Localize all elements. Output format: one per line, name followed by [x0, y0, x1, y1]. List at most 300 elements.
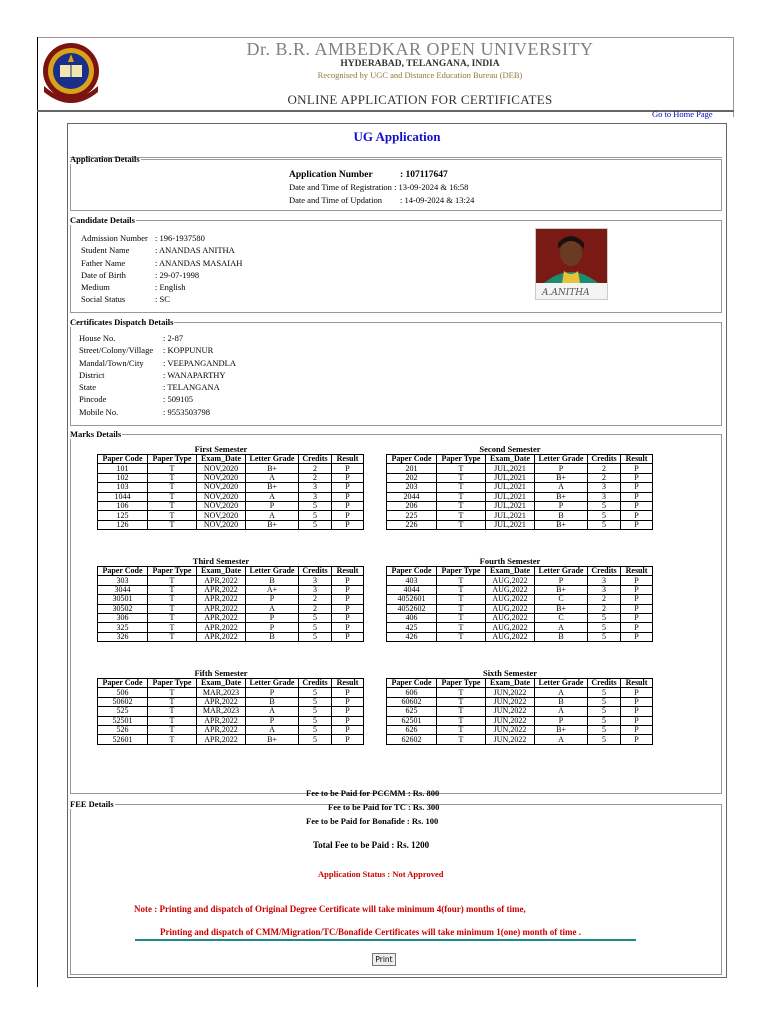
- table-row: [387, 576, 653, 585]
- table-cell: NOV,2020: [197, 501, 246, 510]
- table-cell: P: [621, 464, 653, 473]
- table-cell: P: [621, 613, 653, 622]
- table-cell: B+: [246, 464, 299, 473]
- table-cell: 62501: [387, 716, 437, 725]
- table-cell: T: [148, 520, 197, 529]
- table-cell: P: [621, 707, 653, 716]
- candidate-field-label: Medium: [81, 282, 110, 293]
- fee-bonafide: Fee to be Paid for Bonafide : Rs. 100: [306, 816, 439, 826]
- table-cell: 30502: [98, 604, 148, 613]
- table-cell: 4052601: [387, 595, 437, 604]
- table-cell: JUN,2022: [486, 697, 535, 706]
- table-cell: 2044: [387, 492, 437, 501]
- table-row: [98, 604, 364, 613]
- column-header: Exam_Date: [197, 455, 246, 464]
- table-cell: P: [332, 613, 364, 622]
- column-header: Paper Code: [98, 679, 148, 688]
- table-cell: P: [621, 735, 653, 744]
- table-cell: T: [437, 576, 486, 585]
- table-cell: A: [535, 483, 588, 492]
- column-header: Letter Grade: [246, 679, 299, 688]
- table-cell: 5: [299, 511, 332, 520]
- header-divider: [37, 110, 734, 112]
- university-recognition: Recognised by UGC and Distance Education Bureau (DEB): [317, 70, 523, 80]
- table-row: [98, 492, 364, 501]
- table-header-row: [98, 679, 364, 688]
- table-cell: P: [621, 585, 653, 594]
- application-container: [67, 123, 727, 978]
- table-cell: 5: [588, 501, 621, 510]
- table-cell: A: [246, 473, 299, 482]
- table-cell: T: [148, 707, 197, 716]
- table-cell: P: [621, 511, 653, 520]
- table-cell: T: [148, 492, 197, 501]
- column-header: Exam_Date: [486, 567, 535, 576]
- table-cell: P: [332, 464, 364, 473]
- application-title: UG Application: [353, 129, 441, 144]
- table-cell: T: [437, 735, 486, 744]
- university-logo-icon: [38, 40, 104, 106]
- table-cell: P: [332, 697, 364, 706]
- table-cell: P: [332, 483, 364, 492]
- fee-total: Total Fee to be Paid : Rs. 1200: [313, 840, 430, 850]
- table-cell: 426: [387, 632, 437, 641]
- table-cell: JUL,2021: [486, 492, 535, 501]
- section-legend: Application Details: [70, 154, 140, 164]
- candidate-field-label: Social Status: [81, 294, 126, 305]
- table-cell: P: [621, 501, 653, 510]
- table-cell: P: [246, 688, 299, 697]
- marks-table: [97, 678, 364, 745]
- dispatch-field-value: : KOPPUNUR: [163, 345, 214, 356]
- table-row: [387, 688, 653, 697]
- table-cell: 5: [588, 623, 621, 632]
- table-cell: 3: [299, 576, 332, 585]
- table-cell: P: [332, 585, 364, 594]
- column-header: Paper Code: [98, 567, 148, 576]
- university-name: Dr. B.R. AMBEDKAR OPEN UNIVERSITY: [246, 39, 594, 59]
- dispatch-field-label: District: [79, 369, 105, 380]
- table-cell: A: [535, 735, 588, 744]
- home-page-link[interactable]: Go to Home Page: [652, 109, 713, 119]
- table-cell: T: [437, 623, 486, 632]
- column-header: Paper Code: [387, 567, 437, 576]
- application-status: Application Status : Not Approved: [318, 869, 444, 879]
- table-cell: P: [246, 501, 299, 510]
- column-header: Paper Type: [148, 455, 197, 464]
- table-cell: 2: [299, 464, 332, 473]
- marks-table: [97, 454, 364, 530]
- table-cell: T: [437, 585, 486, 594]
- table-row: [98, 501, 364, 510]
- table-cell: P: [246, 595, 299, 604]
- table-cell: 2: [299, 604, 332, 613]
- table-cell: AUG,2022: [486, 595, 535, 604]
- table-cell: T: [148, 725, 197, 734]
- table-cell: 106: [98, 501, 148, 510]
- table-row: [387, 623, 653, 632]
- table-cell: P: [332, 707, 364, 716]
- dispatch-field-value: : VEEPANGANDLA: [163, 357, 236, 368]
- table-cell: 3: [299, 483, 332, 492]
- dispatch-details-block: [79, 332, 236, 418]
- table-cell: 3: [299, 492, 332, 501]
- table-cell: 5: [588, 632, 621, 641]
- column-header: Result: [332, 567, 364, 576]
- table-cell: 30501: [98, 595, 148, 604]
- table-cell: T: [437, 688, 486, 697]
- table-cell: 202: [387, 473, 437, 482]
- candidate-field-label: Student Name: [81, 245, 130, 256]
- table-row: [98, 688, 364, 697]
- table-row: [387, 473, 653, 482]
- table-cell: 5: [299, 501, 332, 510]
- table-cell: P: [535, 576, 588, 585]
- table-cell: P: [332, 688, 364, 697]
- table-cell: P: [332, 520, 364, 529]
- table-row: [98, 585, 364, 594]
- table-header-row: [387, 679, 653, 688]
- table-cell: P: [621, 623, 653, 632]
- table-cell: T: [437, 520, 486, 529]
- table-cell: T: [148, 716, 197, 725]
- print-button[interactable]: Print: [372, 953, 396, 966]
- table-cell: B+: [535, 520, 588, 529]
- table-row: [98, 725, 364, 734]
- table-row: [98, 716, 364, 725]
- table-row: [387, 697, 653, 706]
- table-cell: JUL,2021: [486, 473, 535, 482]
- table-cell: 5: [588, 707, 621, 716]
- table-cell: A: [246, 707, 299, 716]
- table-cell: NOV,2020: [197, 520, 246, 529]
- fee-pccmm: Fee to be Paid for PCCMM : Rs. 800: [306, 788, 440, 798]
- table-cell: 5: [588, 735, 621, 744]
- table-cell: APR,2022: [197, 576, 246, 585]
- column-header: Paper Code: [387, 455, 437, 464]
- column-header: Paper Type: [437, 567, 486, 576]
- dispatch-field-value: : 509105: [163, 394, 193, 405]
- table-cell: B: [246, 576, 299, 585]
- table-cell: A: [246, 511, 299, 520]
- table-cell: APR,2022: [197, 735, 246, 744]
- column-header: Exam_Date: [486, 455, 535, 464]
- table-cell: APR,2022: [197, 716, 246, 725]
- table-cell: 626: [387, 725, 437, 734]
- table-cell: B: [246, 632, 299, 641]
- table-cell: 525: [98, 707, 148, 716]
- table-cell: P: [332, 473, 364, 482]
- table-cell: 625: [387, 707, 437, 716]
- table-cell: P: [332, 725, 364, 734]
- table-cell: APR,2022: [197, 585, 246, 594]
- column-header: Credits: [299, 455, 332, 464]
- table-cell: T: [148, 623, 197, 632]
- table-cell: 5: [299, 613, 332, 622]
- table-row: [387, 483, 653, 492]
- table-row: [98, 520, 364, 529]
- table-cell: 5: [588, 520, 621, 529]
- table-cell: 50602: [98, 697, 148, 706]
- table-cell: B: [535, 511, 588, 520]
- fee-tc: Fee to be Paid for TC : Rs. 300: [328, 802, 440, 812]
- registration-datetime-label: Date and Time of Registration: [289, 182, 392, 193]
- table-row: [387, 725, 653, 734]
- table-row: [98, 707, 364, 716]
- table-cell: T: [437, 604, 486, 613]
- table-cell: 326: [98, 632, 148, 641]
- table-cell: T: [437, 501, 486, 510]
- table-cell: P: [332, 511, 364, 520]
- table-cell: T: [148, 473, 197, 482]
- table-cell: AUG,2022: [486, 604, 535, 613]
- table-row: [387, 707, 653, 716]
- table-cell: JUN,2022: [486, 725, 535, 734]
- table-cell: JUN,2022: [486, 707, 535, 716]
- table-cell: A: [246, 725, 299, 734]
- table-cell: JUL,2021: [486, 501, 535, 510]
- table-cell: APR,2022: [197, 725, 246, 734]
- table-cell: T: [437, 511, 486, 520]
- column-header: Paper Type: [437, 679, 486, 688]
- marks-table: [97, 566, 364, 642]
- table-cell: T: [148, 604, 197, 613]
- table-cell: 3: [588, 585, 621, 594]
- table-cell: 2: [588, 595, 621, 604]
- table-cell: 52601: [98, 735, 148, 744]
- table-cell: P: [621, 520, 653, 529]
- table-cell: 5: [299, 632, 332, 641]
- table-cell: P: [621, 576, 653, 585]
- table-cell: T: [437, 492, 486, 501]
- column-header: Paper Type: [437, 455, 486, 464]
- table-cell: 60602: [387, 697, 437, 706]
- table-cell: T: [437, 725, 486, 734]
- table-cell: A: [246, 492, 299, 501]
- table-cell: P: [621, 604, 653, 613]
- table-cell: 3: [299, 585, 332, 594]
- table-cell: T: [437, 716, 486, 725]
- table-cell: 102: [98, 473, 148, 482]
- semester-title: Second Semester: [479, 444, 541, 454]
- section-legend: Marks Details: [70, 429, 122, 439]
- table-cell: NOV,2020: [197, 483, 246, 492]
- updation-datetime-label: Date and Time of Updation: [289, 194, 383, 205]
- table-cell: C: [535, 613, 588, 622]
- column-header: Exam_Date: [197, 567, 246, 576]
- table-row: [98, 576, 364, 585]
- table-cell: APR,2022: [197, 632, 246, 641]
- column-header: Result: [621, 567, 653, 576]
- table-cell: P: [535, 716, 588, 725]
- table-cell: 5: [588, 716, 621, 725]
- table-cell: AUG,2022: [486, 613, 535, 622]
- table-cell: 526: [98, 725, 148, 734]
- column-header: Paper Type: [148, 679, 197, 688]
- table-cell: P: [621, 716, 653, 725]
- table-cell: T: [148, 735, 197, 744]
- table-cell: NOV,2020: [197, 464, 246, 473]
- table-cell: 606: [387, 688, 437, 697]
- table-cell: T: [148, 613, 197, 622]
- table-cell: 303: [98, 576, 148, 585]
- candidate-details-block: [81, 232, 242, 306]
- column-header: Credits: [299, 679, 332, 688]
- column-header: Exam_Date: [197, 679, 246, 688]
- table-cell: 5: [588, 697, 621, 706]
- dispatch-field-label: Pincode: [79, 394, 107, 405]
- table-cell: JUL,2021: [486, 483, 535, 492]
- semester-title: Sixth Semester: [482, 668, 538, 678]
- column-header: Credits: [588, 455, 621, 464]
- table-row: [387, 613, 653, 622]
- table-cell: 103: [98, 483, 148, 492]
- table-cell: P: [332, 735, 364, 744]
- table-row: [387, 716, 653, 725]
- marks-table: [386, 454, 653, 530]
- semester-title: First Semester: [194, 444, 248, 454]
- table-header-row: [98, 455, 364, 464]
- table-cell: P: [246, 623, 299, 632]
- page-frame-right: [733, 37, 734, 117]
- column-header: Letter Grade: [535, 679, 588, 688]
- table-cell: 5: [588, 725, 621, 734]
- table-cell: T: [148, 501, 197, 510]
- table-cell: 5: [588, 688, 621, 697]
- table-cell: P: [332, 716, 364, 725]
- table-cell: 4052602: [387, 604, 437, 613]
- table-cell: 306: [98, 613, 148, 622]
- candidate-field-label: Father Name: [81, 257, 126, 268]
- dispatch-field-value: : 2-87: [163, 333, 184, 343]
- table-cell: 5: [299, 707, 332, 716]
- table-cell: P: [332, 604, 364, 613]
- table-cell: 5: [299, 623, 332, 632]
- table-cell: T: [437, 473, 486, 482]
- table-cell: APR,2022: [197, 604, 246, 613]
- semester-title: Third Semester: [192, 556, 250, 566]
- table-cell: 125: [98, 511, 148, 520]
- updation-datetime-value: : 14-09-2024 & 13:24: [400, 194, 475, 205]
- table-cell: T: [148, 595, 197, 604]
- table-cell: 5: [299, 725, 332, 734]
- table-cell: 506: [98, 688, 148, 697]
- candidate-photo-image: [536, 229, 607, 299]
- table-cell: B+: [246, 735, 299, 744]
- table-row: [387, 585, 653, 594]
- table-cell: 206: [387, 501, 437, 510]
- table-cell: 3044: [98, 585, 148, 594]
- table-cell: 2: [588, 473, 621, 482]
- table-cell: MAR,2023: [197, 688, 246, 697]
- table-cell: P: [621, 688, 653, 697]
- column-header: Credits: [299, 567, 332, 576]
- note-other-certificates: Printing and dispatch of CMM/Migration/TC/Bonafide Certificates will take minimum 1(one) month of time .: [160, 927, 581, 937]
- table-cell: AUG,2022: [486, 623, 535, 632]
- column-header: Paper Code: [387, 679, 437, 688]
- table-cell: B+: [535, 585, 588, 594]
- table-cell: 2: [588, 464, 621, 473]
- table-row: [387, 735, 653, 744]
- column-header: Result: [332, 679, 364, 688]
- table-row: [387, 632, 653, 641]
- candidate-field-label: Date of Birth: [81, 269, 126, 280]
- application-number-label: Application Number: [289, 170, 373, 180]
- table-cell: B+: [246, 520, 299, 529]
- application-number-value: : 107117647: [400, 170, 448, 180]
- note-divider: [135, 939, 636, 941]
- table-cell: 2: [588, 604, 621, 613]
- table-cell: APR,2022: [197, 595, 246, 604]
- table-header-row: [98, 567, 364, 576]
- table-cell: 2: [299, 595, 332, 604]
- table-cell: JUN,2022: [486, 716, 535, 725]
- table-cell: NOV,2020: [197, 492, 246, 501]
- column-header: Credits: [588, 567, 621, 576]
- table-cell: JUL,2021: [486, 464, 535, 473]
- table-cell: 403: [387, 576, 437, 585]
- table-row: [98, 464, 364, 473]
- table-cell: T: [148, 483, 197, 492]
- section-legend: FEE Details: [70, 799, 114, 809]
- table-row: [387, 604, 653, 613]
- table-cell: 425: [387, 623, 437, 632]
- candidate-field-label: Admission Number: [81, 233, 148, 243]
- table-cell: P: [246, 716, 299, 725]
- table-cell: B: [535, 697, 588, 706]
- table-cell: B: [246, 697, 299, 706]
- table-cell: P: [332, 623, 364, 632]
- dispatch-field-label: Mobile No.: [79, 406, 119, 417]
- table-cell: AUG,2022: [486, 585, 535, 594]
- table-cell: 226: [387, 520, 437, 529]
- table-row: [387, 492, 653, 501]
- candidate-signature: A.ANITHA: [542, 288, 590, 298]
- candidate-field-value: : SC: [155, 294, 170, 305]
- table-cell: T: [437, 595, 486, 604]
- registration-datetime-value: : 13-09-2024 & 16:58: [394, 182, 469, 193]
- table-cell: 5: [299, 520, 332, 529]
- table-row: [98, 483, 364, 492]
- table-cell: A: [535, 623, 588, 632]
- table-cell: T: [148, 464, 197, 473]
- table-cell: MAR,2023: [197, 707, 246, 716]
- dispatch-field-label: Mandal/Town/City: [79, 357, 144, 368]
- candidate-field-value: : ANANDAS MASAIAH: [155, 257, 243, 268]
- table-cell: 126: [98, 520, 148, 529]
- table-row: [98, 595, 364, 604]
- table-cell: NOV,2020: [197, 511, 246, 520]
- table-cell: 3: [588, 492, 621, 501]
- marks-table: [386, 678, 653, 745]
- table-cell: APR,2022: [197, 613, 246, 622]
- table-cell: NOV,2020: [197, 473, 246, 482]
- table-row: [98, 613, 364, 622]
- table-cell: 5: [299, 735, 332, 744]
- table-cell: 5: [299, 716, 332, 725]
- table-row: [387, 464, 653, 473]
- table-cell: A: [535, 707, 588, 716]
- column-header: Paper Type: [148, 567, 197, 576]
- table-cell: T: [437, 697, 486, 706]
- column-header: Letter Grade: [246, 455, 299, 464]
- table-cell: P: [332, 632, 364, 641]
- table-row: [98, 632, 364, 641]
- table-cell: JUL,2021: [486, 520, 535, 529]
- table-cell: 52501: [98, 716, 148, 725]
- table-row: [98, 511, 364, 520]
- table-cell: P: [246, 613, 299, 622]
